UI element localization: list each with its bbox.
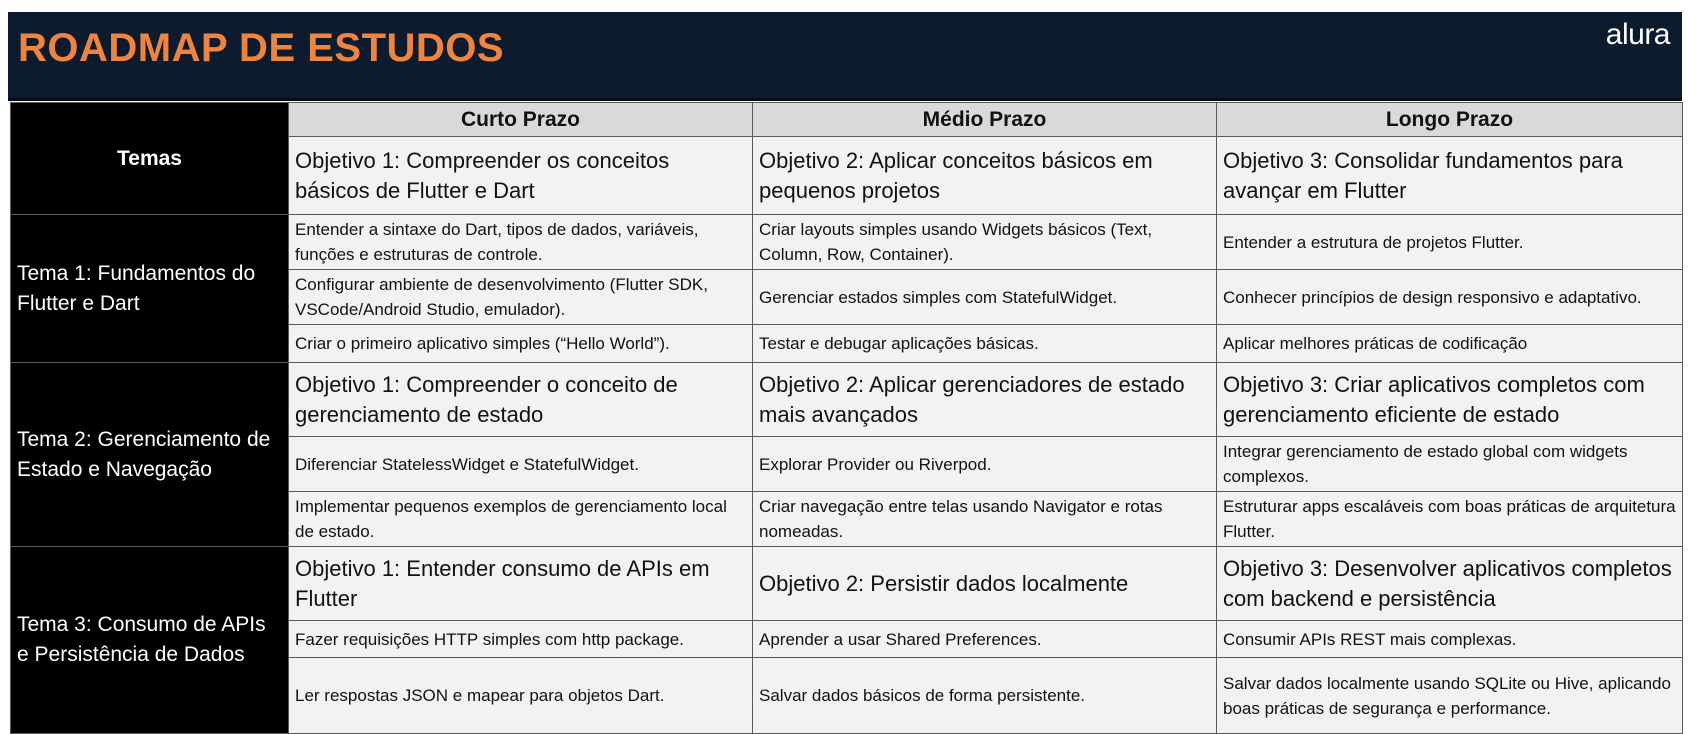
task-cell: Ler respostas JSON e mapear para objetos Dart. (289, 658, 753, 734)
task-cell: Entender a estrutura de projetos Flutter. (1217, 215, 1683, 270)
objective-cell: Objetivo 3: Desenvolver aplicativos completos com backend e persistência (1217, 547, 1683, 621)
task-cell: Diferenciar StatelessWidget e StatefulWidget. (289, 437, 753, 492)
objective-cell: Objetivo 2: Aplicar gerenciadores de estado mais avançados (753, 363, 1217, 437)
roadmap-table (10, 102, 1683, 734)
task-cell: Estruturar apps escaláveis com boas práticas de arquitetura Flutter. (1217, 492, 1683, 547)
objective-cell: Objetivo 2: Persistir dados localmente (753, 547, 1217, 621)
task-cell: Criar o primeiro aplicativo simples (“Hello World”). (289, 325, 753, 363)
table-row (11, 363, 1683, 437)
objective-cell: Objetivo 3: Consolidar fundamentos para avançar em Flutter (1217, 137, 1683, 215)
task-cell: Integrar gerenciamento de estado global com widgets complexos. (1217, 437, 1683, 492)
task-cell: Explorar Provider ou Riverpod. (753, 437, 1217, 492)
task-cell: Gerenciar estados simples com StatefulWidget. (753, 270, 1217, 325)
task-cell: Salvar dados básicos de forma persistente. (753, 658, 1217, 734)
alura-logo: alura (1605, 18, 1670, 51)
header-banner (8, 12, 1682, 101)
task-cell: Implementar pequenos exemplos de gerenciamento local de estado. (289, 492, 753, 547)
task-cell: Aprender a usar Shared Preferences. (753, 621, 1217, 658)
objective-cell: Objetivo 2: Aplicar conceitos básicos em pequenos projetos (753, 137, 1217, 215)
objective-cell: Objetivo 3: Criar aplicativos completos com gerenciamento eficiente de estado (1217, 363, 1683, 437)
theme-1-cell: Tema 1: Fundamentos do Flutter e Dart (11, 215, 289, 363)
period-header-row (11, 103, 1683, 137)
themes-header: Temas (11, 103, 289, 215)
objective-cell: Objetivo 1: Compreender o conceito de gerenciamento de estado (289, 363, 753, 437)
task-cell: Configurar ambiente de desenvolvimento (Flutter SDK, VSCode/Android Studio, emulador). (289, 270, 753, 325)
period-header-long: Longo Prazo (1217, 103, 1683, 137)
task-cell: Criar navegação entre telas usando Navigator e rotas nomeadas. (753, 492, 1217, 547)
period-header-short: Curto Prazo (289, 103, 753, 137)
objective-cell: Objetivo 1: Entender consumo de APIs em Flutter (289, 547, 753, 621)
task-cell: Consumir APIs REST mais complexas. (1217, 621, 1683, 658)
table-row (11, 547, 1683, 621)
task-cell: Aplicar melhores práticas de codificação (1217, 325, 1683, 363)
task-cell: Conhecer princípios de design responsivo e adaptativo. (1217, 270, 1683, 325)
page-title: ROADMAP DE ESTUDOS (18, 26, 505, 70)
task-cell: Entender a sintaxe do Dart, tipos de dados, variáveis, funções e estruturas de controle. (289, 215, 753, 270)
task-cell: Salvar dados localmente usando SQLite ou Hive, aplicando boas práticas de segurança e performance. (1217, 658, 1683, 734)
period-header-medium: Médio Prazo (753, 103, 1217, 137)
task-cell: Testar e debugar aplicações básicas. (753, 325, 1217, 363)
task-cell: Fazer requisições HTTP simples com http package. (289, 621, 753, 658)
theme-3-cell: Tema 3: Consumo de APIs e Persistência de Dados (11, 547, 289, 734)
theme-2-cell: Tema 2: Gerenciamento de Estado e Navegação (11, 363, 289, 547)
task-cell: Criar layouts simples usando Widgets básicos (Text, Column, Row, Container). (753, 215, 1217, 270)
table-row (11, 215, 1683, 270)
objective-cell: Objetivo 1: Compreender os conceitos básicos de Flutter e Dart (289, 137, 753, 215)
